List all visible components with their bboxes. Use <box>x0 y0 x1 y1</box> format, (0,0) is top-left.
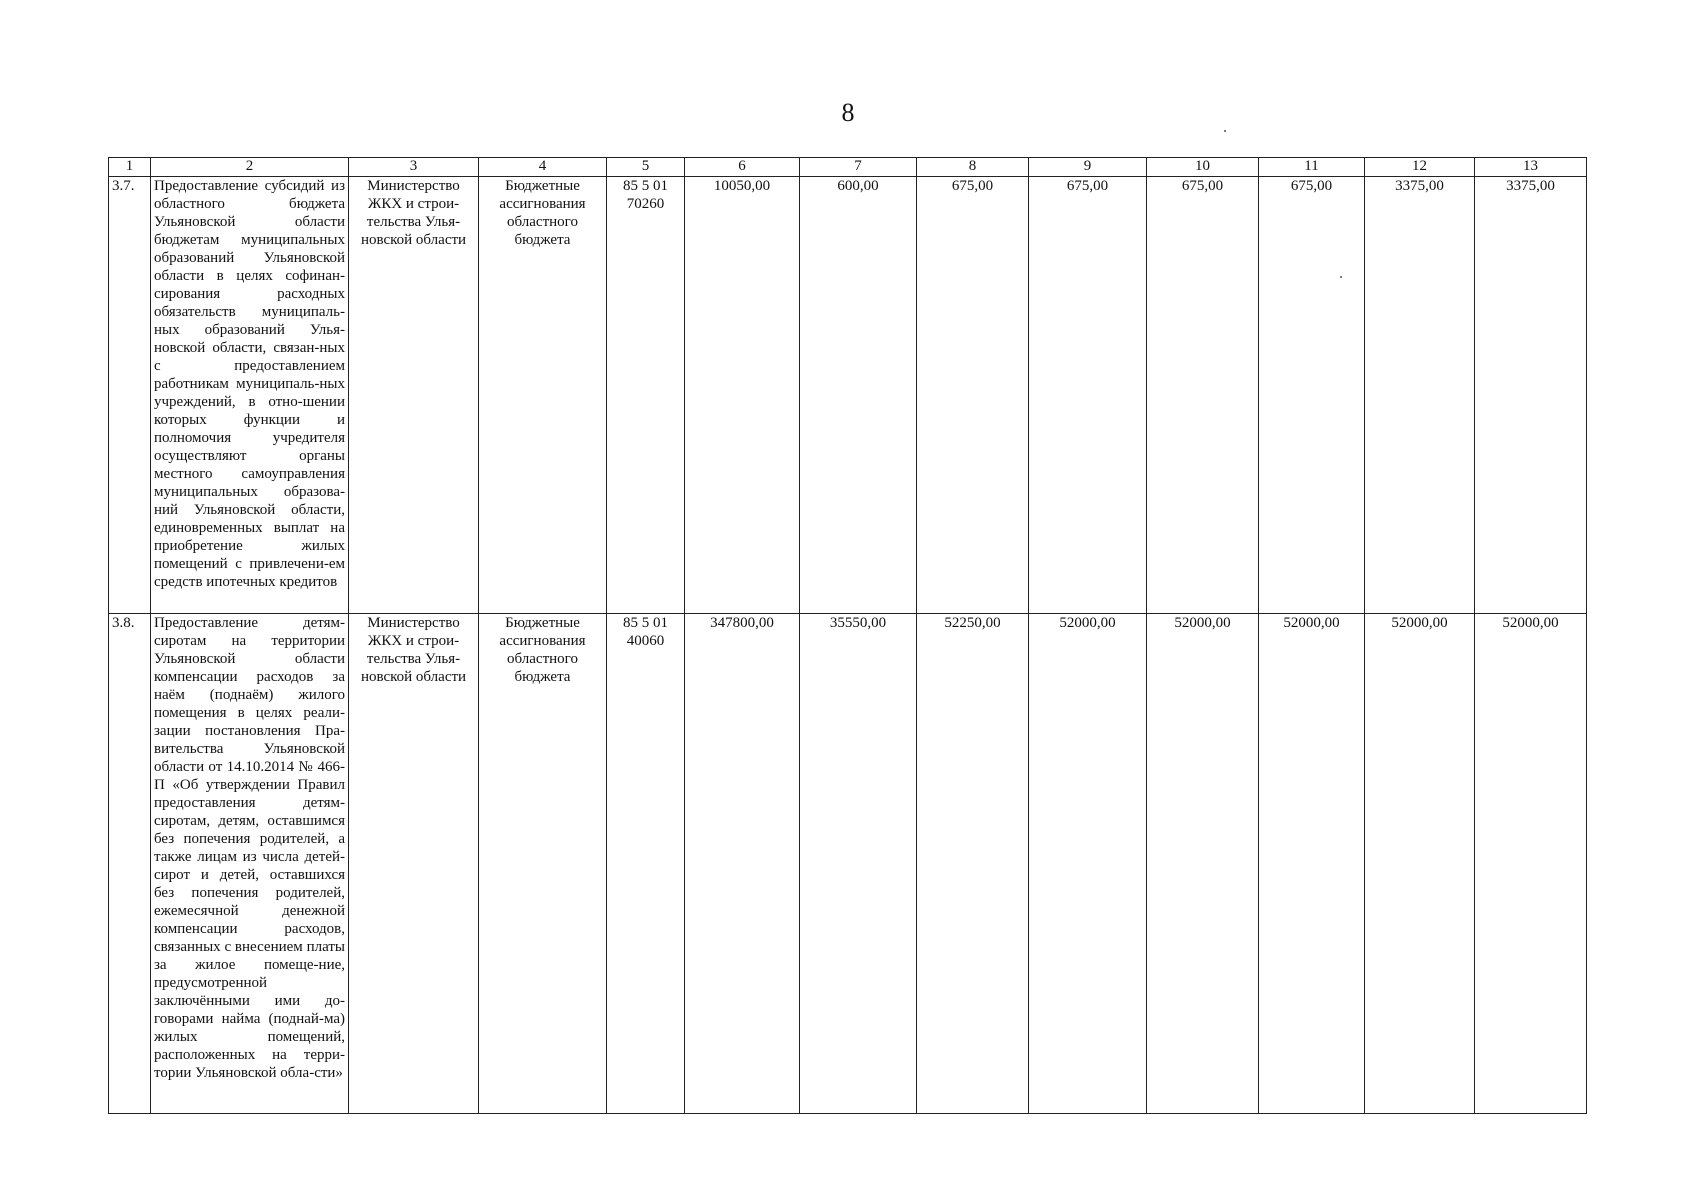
row-value: 347800,00 <box>685 614 800 1114</box>
row-value: 52000,00 <box>1259 614 1365 1114</box>
column-header: 7 <box>800 158 917 177</box>
row-value: 675,00 <box>1029 177 1147 614</box>
column-header: 12 <box>1365 158 1475 177</box>
column-header: 3 <box>349 158 479 177</box>
row-value: 52000,00 <box>1147 614 1259 1114</box>
column-header: 9 <box>1029 158 1147 177</box>
row-value: 52000,00 <box>1365 614 1475 1114</box>
column-header: 10 <box>1147 158 1259 177</box>
row-value: 52000,00 <box>1475 614 1587 1114</box>
budget-table <box>108 157 1587 1114</box>
scan-speck <box>1224 130 1226 132</box>
header-row <box>109 158 1587 177</box>
row-funding-source: Бюджетные ассигнования областного бюджета <box>479 177 607 614</box>
column-header: 11 <box>1259 158 1365 177</box>
column-header: 4 <box>479 158 607 177</box>
table-row <box>109 177 1587 614</box>
row-value: 675,00 <box>1259 177 1365 614</box>
row-executor: Министерство ЖКХ и строи-тельства Улья-новской области <box>349 614 479 1114</box>
row-value: 35550,00 <box>800 614 917 1114</box>
row-value: 675,00 <box>917 177 1029 614</box>
table-row <box>109 614 1587 1114</box>
page-number: 8 <box>841 98 855 127</box>
row-number: 3.7. <box>109 177 151 614</box>
row-funding-source: Бюджетные ассигнования областного бюджета <box>479 614 607 1114</box>
column-header: 13 <box>1475 158 1587 177</box>
row-value: 3375,00 <box>1365 177 1475 614</box>
row-value: 52000,00 <box>1029 614 1147 1114</box>
column-header: 2 <box>151 158 349 177</box>
row-value: 600,00 <box>800 177 917 614</box>
row-budget-code: 85 5 01 40060 <box>607 614 685 1114</box>
row-budget-code: 85 5 01 70260 <box>607 177 685 614</box>
row-executor: Министерство ЖКХ и строи-тельства Улья-новской области <box>349 177 479 614</box>
column-header: 1 <box>109 158 151 177</box>
column-header: 6 <box>685 158 800 177</box>
row-number: 3.8. <box>109 614 151 1114</box>
row-value: 3375,00 <box>1475 177 1587 614</box>
row-value: 675,00 <box>1147 177 1259 614</box>
column-header: 5 <box>607 158 685 177</box>
row-description: Предоставление детям-сиротам на территории Ульяновской области компенсации расходов за наём (поднаём) жилого помещения в целях реали-зации постановления Пра-вительства Ульяновской области от 14.10.2014 № 466-П «Об утверждении Правил предоставления детям-сиротам, детям, оставшимся без попечения родителей, а также лицам из числа детей-сирот и детей, оставшихся без попечения родителей, ежемесячной денежной компенсации расходов, связанных с внесением платы за жилое помеще-ние, предусмотренной заключёнными ими до-говорами найма (поднай-ма) жилых помещений, расположенных на терри-тории Ульяновской обла-сти» <box>151 614 349 1114</box>
column-header: 8 <box>917 158 1029 177</box>
row-description: Предоставление субсидий из областного бюджета Ульяновской области бюджетам муниципальных образований Ульяновской области в целях софинан-сирования расходных обязательств муниципаль-ных образований Улья-новской области, связан-ных с предоставлением работникам муниципаль-ных учреждений, в отно-шении которых функции и полномочия учредителя осуществляют органы местного самоуправления муниципальных образова-ний Ульяновской области, единовременных выплат на приобретение жилых помещений с привлечени-ем средств ипотечных кредитов <box>151 177 349 614</box>
row-value: 52250,00 <box>917 614 1029 1114</box>
row-value: 10050,00 <box>685 177 800 614</box>
